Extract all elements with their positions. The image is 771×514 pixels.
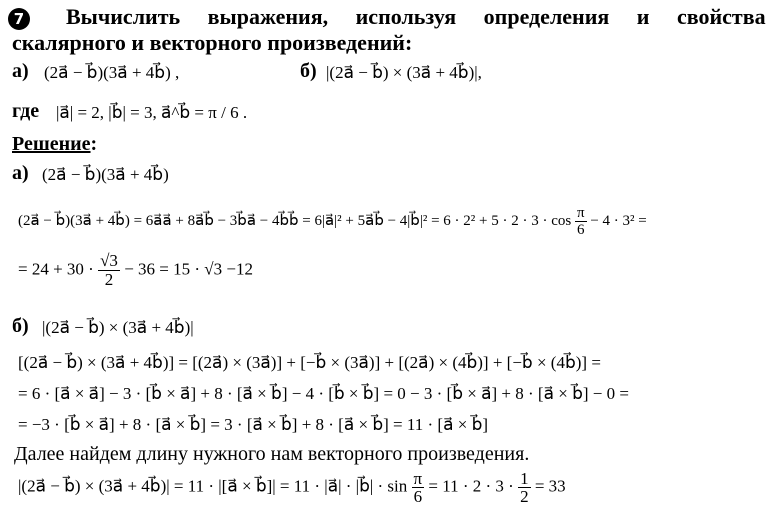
fraction-denominator: 2 (520, 487, 529, 506)
fraction-pi-over-6-final (412, 470, 425, 505)
solution-a-line2-tail: − 36 = 15 · √3 −12 (119, 259, 253, 279)
task-statement-line1: Вычислить выражения, используя определения и свойства (66, 4, 766, 29)
solution-a-line1-tail: − 4 · 3² = (586, 212, 647, 229)
fraction-sqrt3-over-2 (98, 252, 120, 289)
fraction-numerator: 1 (520, 469, 529, 488)
fraction-numerator: π (576, 205, 585, 221)
solution-a-line2-pre: = 24 + 30 · (18, 259, 94, 279)
solution-b-expression: |(2a⃗ − b⃗) × (3a⃗ + 4b⃗)| (42, 318, 194, 337)
fraction-one-half (518, 470, 531, 505)
solution-b-line3: = −3 · [b⃗ × a⃗] + 8 · [a⃗ × b⃗] = 3 · [a⃗ × b⃗] + 8 · [a⃗ × b⃗] = 11 · [a⃗ × b⃗] (18, 415, 489, 434)
solution-a-label: а) (12, 162, 29, 184)
solution-heading-text: Решение (12, 133, 91, 155)
final-line-mid: = 11 · 2 · 3 · (424, 476, 514, 496)
solution-heading-colon: : (90, 133, 98, 155)
solution-b-label: б) (12, 315, 29, 337)
solution-a-line1-text: (2a⃗ − b⃗)(3a⃗ + 4b⃗) = 6a⃗a⃗ + 8a⃗b⃗ − 3b⃗a⃗ − 4b⃗b⃗ = 6|a⃗|² + 5a⃗b⃗ − 4|b⃗|² = 6 · 2² + 5 · 2 · 3 · cos (18, 212, 572, 229)
solution-a-expression: (2a⃗ − b⃗)(3a⃗ + 4b⃗) (42, 165, 169, 184)
part-b-expression: |(2a⃗ − b⃗) × (3a⃗ + 4b⃗)|, (326, 63, 482, 82)
part-b-label: б) (300, 60, 317, 82)
fraction-denominator: 6 (577, 222, 585, 238)
task-number: 7 (8, 8, 30, 30)
solution-b-line1: [(2a⃗ − b⃗) × (3a⃗ + 4b⃗)] = [(2a⃗) × (3a⃗)] + [−b⃗ × (3a⃗)] + [(2a⃗) × (4b⃗)] + [−b⃗ × (4b⃗)] = (18, 353, 601, 372)
task-statement-line2: скалярного и векторного произведений: (12, 30, 413, 55)
fraction-denominator: 6 (413, 487, 423, 506)
task-number-badge (8, 4, 30, 30)
solution-b-line2: = 6 · [a⃗ × a⃗] − 3 · [b⃗ × a⃗] + 8 · [a⃗ × b⃗] − 4 · [b⃗ × b⃗] = 0 − 3 · [b⃗ × a⃗] + 8 · [a⃗ × b⃗] − 0 = (18, 384, 629, 403)
final-line (18, 470, 566, 505)
final-line-tail: = 33 (530, 476, 566, 496)
part-a-expression: (2a⃗ − b⃗)(3a⃗ + 4b⃗) , (44, 63, 180, 82)
solution-a-line2 (18, 252, 253, 289)
solution-a-line1 (18, 205, 647, 238)
final-line-pre: |(2a⃗ − b⃗) × (3a⃗ + 4b⃗)| = 11 · |[a⃗ × b⃗]| = 11 · |a⃗| · |b⃗| · sin (18, 476, 408, 496)
fraction-denominator: 2 (104, 270, 114, 289)
fraction-numerator: √3 (100, 251, 118, 270)
given-expression: |a⃗| = 2, |b⃗| = 3, a⃗^b⃗ = π / 6 . (56, 103, 248, 122)
given-label: где (12, 100, 40, 122)
part-a-label: а) (12, 60, 29, 82)
solution-heading (12, 133, 97, 156)
further-text: Далее найдем длину нужного нам векторного произведения. (14, 443, 530, 465)
fraction-pi-over-6 (575, 205, 587, 238)
fraction-numerator: π (413, 469, 423, 488)
